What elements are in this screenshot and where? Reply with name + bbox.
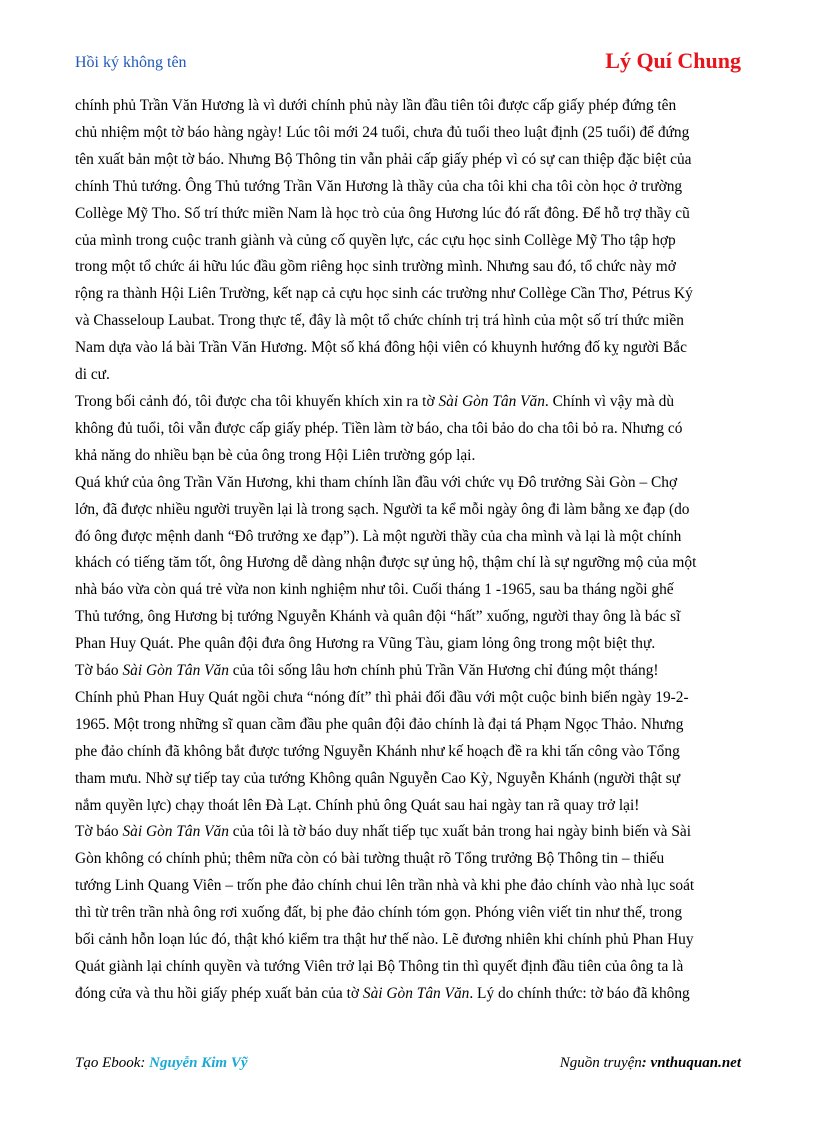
text-run: Chính phủ Phan Huy Quát ngồi chưa “nóng đít” thì phải đối đầu với một cuộc binh biến ngày 19-2- (75, 688, 689, 706)
text-line (75, 900, 741, 927)
page-footer (75, 1055, 741, 1077)
text-run: của tôi sống lâu hơn chính phủ Trần Văn Hương chỉ đúng một tháng! (228, 662, 659, 680)
text-run: Tờ báo (75, 662, 123, 680)
text-run: 1965. Một trong những sĩ quan cầm đầu phe quân đội đảo chính là đại tá Phạm Ngọc Thảo. Nhưng (75, 715, 684, 733)
page-header (75, 46, 741, 80)
text-line (75, 981, 741, 1008)
text-line (75, 416, 741, 443)
text-run: phe đảo chính đã không bắt được tướng Nguyễn Khánh như kế hoạch đề ra khi tấn công vào Tổng (75, 742, 680, 760)
text-line (75, 470, 741, 497)
paragraph (75, 819, 741, 1007)
newspaper-title: Sài Gòn Tân Văn (122, 662, 229, 680)
text-run: . Lý do chính thức: tờ báo đã không (469, 984, 690, 1002)
text-line (75, 228, 741, 255)
text-run: Gòn không có chính phủ; thêm nữa còn có bài tường thuật rõ Tổng trưởng Bộ Thông tin – thiếu (75, 850, 665, 868)
text-run: Quát giành lại chính quyền và tướng Viên trở lại Bộ Thông tin thì quyết định đầu tiên của ông ta là (75, 958, 684, 975)
text-line (75, 927, 741, 954)
text-run: nắm quyền lực) chạy thoát lên Đà Lạt. Chính phủ ông Quát sau hai ngày tan rã quay trở lại! (75, 796, 640, 814)
author-name: Lý Quí Chung (605, 48, 741, 73)
text-run: Phan Huy Quát. Phe quân đội đưa ông Hương ra Vũng Tàu, giam lỏng ông trong một biệt thự. (75, 635, 656, 653)
ebook-credit (75, 1055, 248, 1072)
text-line (75, 604, 741, 631)
text-run: chính Thủ tướng. Ông Thủ tướng Trần Văn Hương là thầy của cha tôi khi cha tôi còn học ở trường (75, 177, 683, 195)
source-credit-label: Nguồn truyện (559, 1055, 642, 1071)
text-line (75, 846, 741, 873)
text-run: không đủ tuổi, tôi vẫn được cấp giấy phép. Tiền làm tờ báo, cha tôi bảo do cha tôi bỏ ra. Nhưng có (75, 419, 683, 437)
text-run: nhà báo vừa còn quá trẻ vừa non kinh nghiệm như tôi. Cuối tháng 1 -1965, sau ba tháng ngồi ghế (75, 581, 674, 599)
text-run: Collège Mỹ Tho. Số trí thức miền Nam là học trò của ông Hương lúc đó rất đông. Để hỗ trợ thầy cũ (75, 204, 690, 222)
text-line (75, 954, 741, 981)
text-run: Quá khứ của ông Trần Văn Hương, khi tham chính lần đầu với chức vụ Đô trưởng Sài Gòn – Chợ (75, 473, 678, 491)
text-run: Tờ báo (75, 823, 123, 841)
text-run: bối cảnh hỗn loạn lúc đó, thật khó kiểm tra thật hư thế nào. Lẽ đương nhiên khi chính phủ Phan Huy (75, 931, 694, 949)
text-line (75, 120, 741, 147)
text-line (75, 362, 741, 389)
text-run: lớn, đã được nhiều người truyền lại là trong sạch. Người ta kể mỗi ngày ông đi làm bằng xe đạp (do (75, 500, 690, 518)
text-line (75, 443, 741, 470)
text-run: Trong bối cảnh đó, tôi được cha tôi khuyến khích xin ra tờ (75, 392, 439, 410)
text-run: tên xuất bản một tờ báo. Nhưng Bộ Thông tin vẫn phải cấp giấy phép vì có sự can thiệp đặc biệt của (75, 150, 692, 168)
text-run: Thủ tướng, ông Hương bị tướng Nguyễn Khánh và quân đội “hất” xuống, người thay ông là bác sĩ (75, 608, 681, 626)
ebook-credit-separator: : (140, 1055, 150, 1071)
text-line (75, 793, 741, 820)
text-line (75, 739, 741, 766)
text-line (75, 497, 741, 524)
text-line (75, 685, 741, 712)
text-run: khả năng do nhiều bạn bè của ông trong Hội Liên trường góp lại. (75, 446, 476, 464)
text-line (75, 819, 741, 846)
text-run: của mình trong cuộc tranh giành và củng cố quyền lực, các cựu học sinh Collège Mỹ Tho tập hợp (75, 231, 676, 249)
body-text (75, 93, 741, 1008)
text-line (75, 335, 741, 362)
newspaper-title: Sài Gòn Tân Văn (122, 823, 229, 841)
text-line (75, 254, 741, 281)
ebook-creator-name[interactable]: Nguyễn Kim Vỹ (149, 1055, 248, 1071)
text-line (75, 201, 741, 228)
text-run: Nam dựa vào lá bài Trần Văn Hương. Một số khá đông hội viên có khuynh hướng đố kỵ người Bắc (75, 339, 687, 357)
text-run: đóng cửa và thu hồi giấy phép xuất bản của tờ (75, 984, 363, 1002)
newspaper-title: Sài Gòn Tân Văn (438, 392, 545, 410)
text-line (75, 93, 741, 120)
text-run: thì từ trên trần nhà ông rơi xuống đất, bị phe đảo chính tóm gọn. Phóng viên viết tin như thế, trong (75, 904, 683, 922)
text-run: và Chasseloup Laubat. Trong thực tế, đây là một tổ chức chính trị trá hình của một số trí thức miền (75, 312, 684, 330)
source-credit (560, 1055, 741, 1072)
text-line (75, 147, 741, 174)
paragraph (75, 470, 741, 658)
text-run: rộng ra thành Hội Liên Trường, kết nạp cả cựu học sinh các trường như Collège Cần Thơ, Pétrus Ký (75, 285, 693, 303)
paragraph (75, 93, 741, 389)
text-line (75, 658, 741, 685)
text-line (75, 550, 741, 577)
paragraph (75, 389, 741, 470)
text-run: tham mưu. Nhờ sự tiếp tay của tướng Không quân Nguyễn Cao Kỳ, Nguyễn Khánh (người thật sự (75, 769, 681, 787)
text-line (75, 174, 741, 201)
text-line (75, 766, 741, 793)
text-line (75, 712, 741, 739)
text-line (75, 631, 741, 658)
text-run: của tôi là tờ báo duy nhất tiếp tục xuất bản trong hai ngày binh biến và Sài (228, 823, 691, 841)
text-run: di cư. (75, 366, 110, 384)
text-line (75, 281, 741, 308)
text-run: . Chính vì vậy mà dù (544, 392, 675, 410)
source-separator: : (641, 1055, 651, 1071)
book-title: Hồi ký không tên (75, 54, 187, 71)
text-run: khách có tiếng tăm tốt, ông Hương dễ dàng nhận được sự ủng hộ, thậm chí là sự ngưỡng mộ của một (75, 554, 697, 572)
newspaper-title: Sài Gòn Tân Văn (362, 984, 470, 1002)
text-line (75, 577, 741, 604)
paragraph (75, 658, 741, 819)
text-run: trong một tổ chức ái hữu lúc đầu gồm riêng học sinh trường mình. Nhưng sau đó, tổ chức này mở (75, 258, 676, 276)
ebook-credit-label: Tạo Ebook (75, 1055, 141, 1071)
text-run: tướng Linh Quang Viên – trốn phe đảo chính chui lên trần nhà và khi phe đảo chính vào nhà lục soát (75, 877, 695, 895)
text-run: chính phủ Trần Văn Hương là vì dưới chính phủ này lần đầu tiên tôi được cấp giấy phép đứng tên (75, 97, 677, 114)
text-line (75, 308, 741, 335)
text-line (75, 873, 741, 900)
source-site-link[interactable]: vnthuquan.net (650, 1055, 741, 1071)
text-run: chủ nhiệm một tờ báo hàng ngày! Lúc tôi mới 24 tuổi, chưa đủ tuổi theo luật định (25 tuổi) để đứng (75, 123, 690, 141)
text-line (75, 389, 741, 416)
text-line (75, 524, 741, 551)
text-run: đó ông được mệnh danh “Đô trưởng xe đạp”). Là một người thầy của cha mình và lại là một chính (75, 527, 682, 545)
